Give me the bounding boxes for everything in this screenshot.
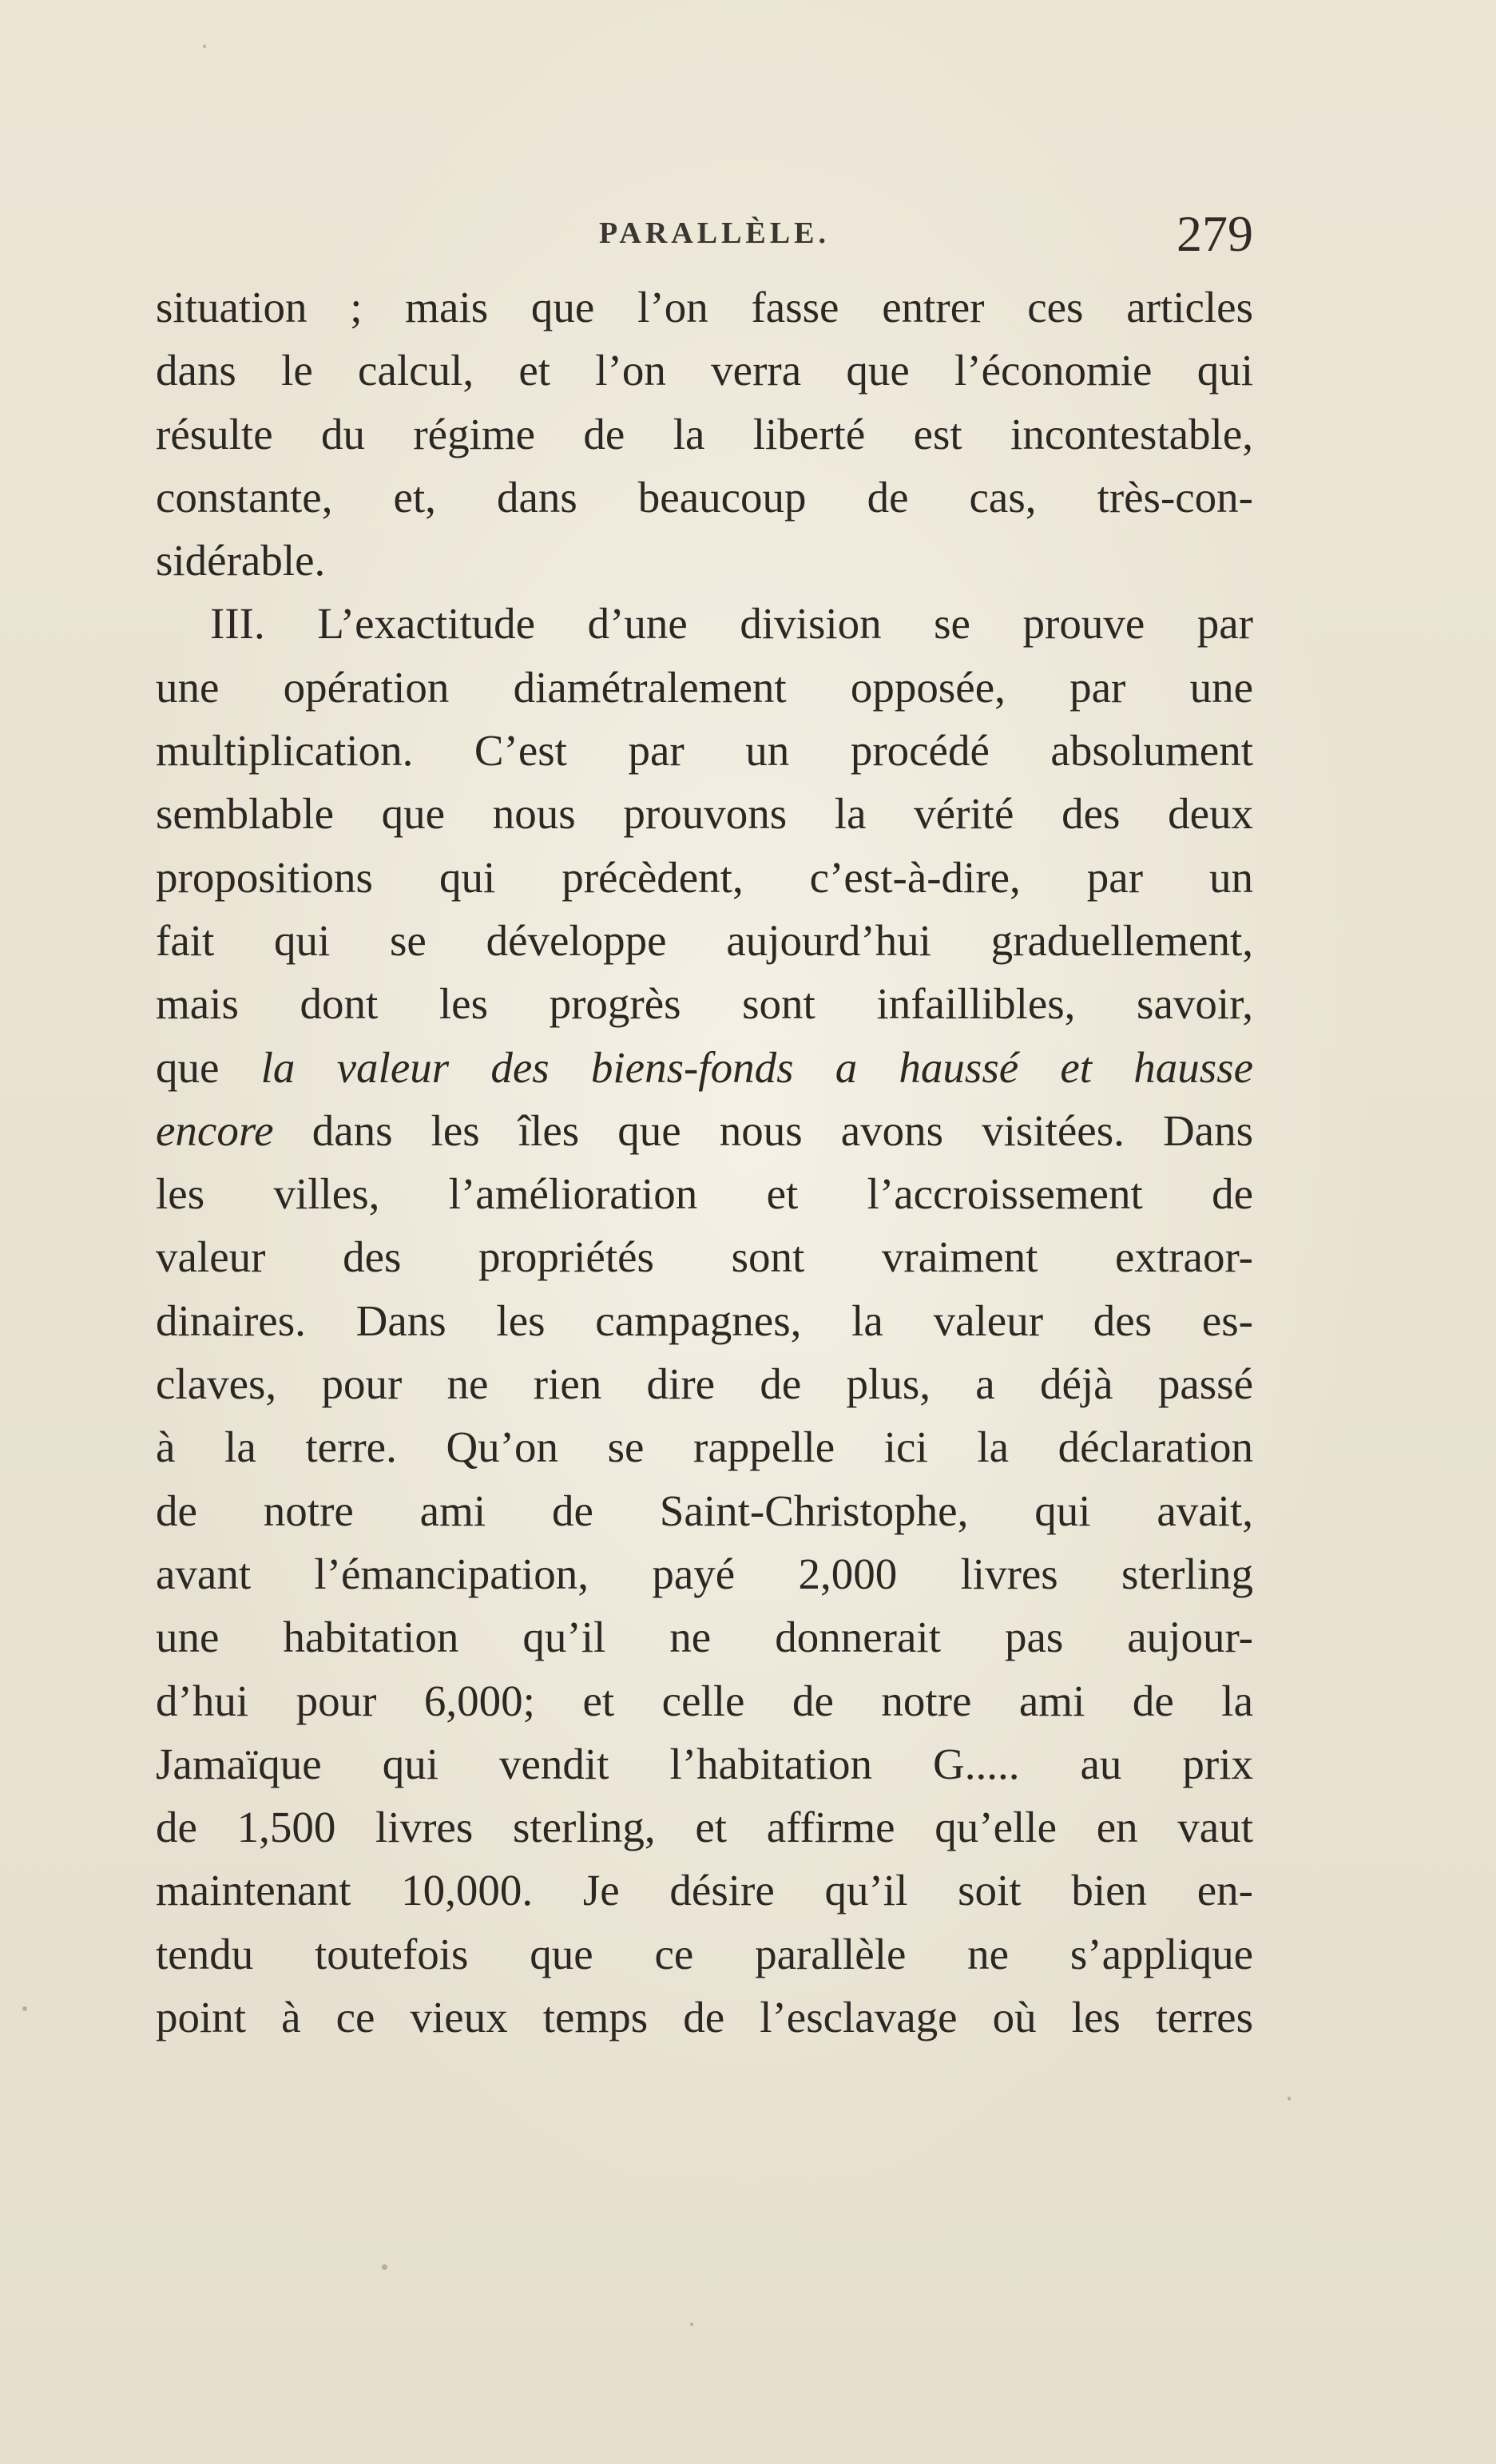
paper-speck <box>1288 2097 1291 2101</box>
text-segment: semblable que nous prouvons la vérité des deux <box>156 789 1253 839</box>
text-line <box>156 1162 1253 1225</box>
text-line <box>156 782 1253 845</box>
italic-text: la valeur des biens-fonds a haussé et hausse <box>260 1042 1253 1092</box>
paper-speck <box>690 2323 693 2326</box>
text-line <box>156 1036 1253 1099</box>
text-segment: les villes, l’amélioration et l’accroissement de <box>156 1169 1253 1219</box>
text-line <box>156 403 1253 466</box>
text-segment: multiplication. C’est par un procédé absolument <box>156 726 1253 776</box>
running-head: PARALLÈLE. <box>599 216 830 250</box>
text-line <box>156 339 1253 402</box>
page-number: 279 <box>1177 205 1253 262</box>
text-segment: de 1,500 livres sterling, et affirme qu’elle en vaut <box>156 1803 1253 1852</box>
text-line <box>156 1225 1253 1288</box>
text-segment: dans les îles que nous avons visitées. Dans <box>273 1105 1253 1155</box>
text-segment: Jamaïque qui vendit l’habitation G..... au prix <box>156 1739 1253 1788</box>
text-segment: dinaires. Dans les campagnes, la valeur des es- <box>156 1295 1253 1345</box>
body-text <box>156 276 1253 2049</box>
text-line <box>156 1415 1253 1478</box>
text-line <box>156 972 1253 1035</box>
text-segment: valeur des propriétés sont vraiment extraor- <box>156 1232 1253 1282</box>
text-segment: avant l’émancipation, payé 2,000 livres sterling <box>156 1549 1253 1598</box>
text-segment: propositions qui précèdent, c’est-à-dire, par un <box>156 852 1253 902</box>
text-line <box>156 1352 1253 1415</box>
text-segment: de notre ami de Saint-Christophe, qui avait, <box>156 1486 1253 1535</box>
text-line <box>156 1289 1253 1352</box>
text-line <box>156 529 1253 592</box>
text-segment: constante, et, dans beaucoup de cas, très-con- <box>156 472 1253 522</box>
text-line <box>156 466 1253 529</box>
text-segment: dans le calcul, et l’on verra que l’économie qui <box>156 346 1253 395</box>
text-segment: résulte du régime de la liberté est incontestable, <box>156 409 1253 458</box>
italic-text: encore <box>156 1105 274 1155</box>
text-line <box>156 1669 1253 1732</box>
page-header <box>156 205 1253 275</box>
text-segment: d’hui pour 6,000; et celle de notre ami de la <box>156 1676 1253 1725</box>
text-line <box>156 719 1253 782</box>
text-segment: que <box>156 1042 261 1092</box>
paper-speck <box>22 2006 27 2011</box>
text-segment: à la terre. Qu’on se rappelle ici la déclaration <box>156 1422 1253 1472</box>
paper-speck <box>382 2264 387 2270</box>
text-line <box>156 1542 1253 1605</box>
text-line <box>156 1986 1253 2049</box>
text-segment: fait qui se développe aujourd’hui graduellement, <box>156 915 1253 965</box>
text-segment: sidérable. <box>156 536 326 585</box>
text-line <box>156 1922 1253 1986</box>
text-line <box>156 1859 1253 1922</box>
text-segment: une opération diamétralement opposée, par une <box>156 662 1253 712</box>
text-line <box>156 846 1253 909</box>
paper-speck <box>203 45 206 48</box>
text-line <box>156 1099 1253 1162</box>
text-segment: situation ; mais que l’on fasse entrer ces articles <box>156 283 1253 331</box>
text-line <box>156 1605 1253 1668</box>
text-line <box>156 592 1253 655</box>
text-line <box>156 1732 1253 1795</box>
text-segment: tendu toutefois que ce parallèle ne s’applique <box>156 1929 1253 1978</box>
text-line <box>156 656 1253 719</box>
text-segment: mais dont les progrès sont infaillibles, savoir, <box>156 979 1253 1029</box>
text-segment: maintenant 10,000. Je désire qu’il soit bien en- <box>156 1866 1253 1915</box>
text-segment: une habitation qu’il ne donnerait pas aujour- <box>156 1613 1253 1662</box>
text-line <box>156 1479 1253 1542</box>
text-line <box>156 276 1253 339</box>
text-line <box>156 909 1253 972</box>
text-line <box>156 1795 1253 1859</box>
text-segment: claves, pour ne rien dire de plus, a déjà passé <box>156 1359 1253 1409</box>
text-segment: point à ce vieux temps de l’esclavage où les terres <box>156 1993 1253 2042</box>
text-segment: III. L’exactitude d’une division se prouve par <box>210 599 1253 649</box>
